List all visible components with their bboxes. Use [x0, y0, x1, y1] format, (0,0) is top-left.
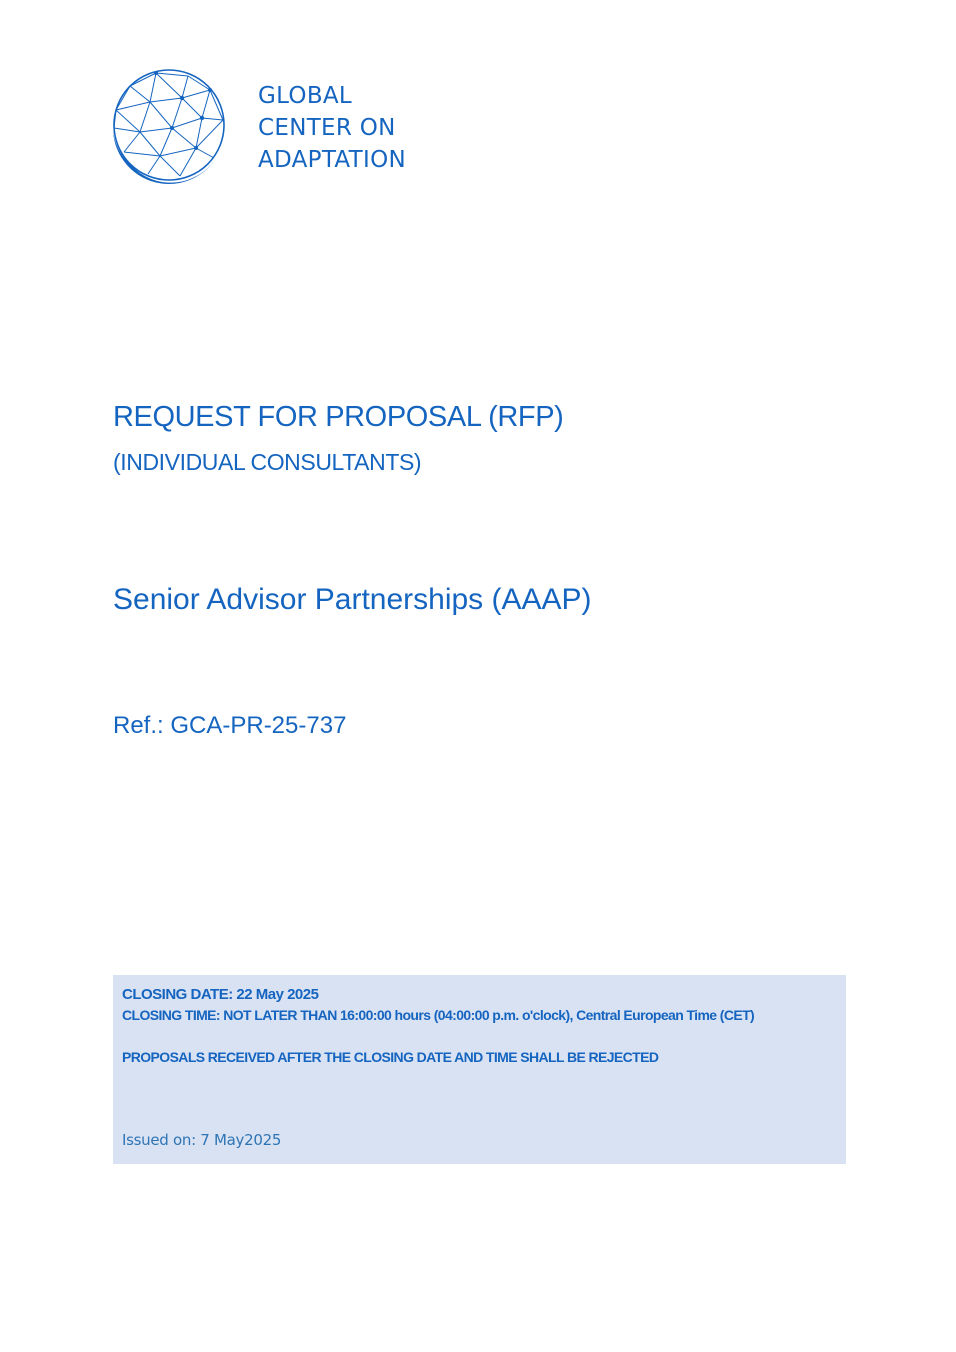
document-subtitle: (INDIVIDUAL CONSULTANTS) — [113, 449, 422, 475]
closing-date: CLOSING DATE: 22 May 2025 — [122, 986, 319, 1003]
position-title: Senior Advisor Partnerships (AAAP) — [113, 583, 592, 616]
reference-number: Ref.: GCA-PR-25-737 — [113, 712, 347, 739]
geodesic-globe-icon — [110, 68, 228, 186]
document-title: REQUEST FOR PROPOSAL (RFP) — [113, 401, 564, 433]
closing-info-box — [113, 975, 846, 1164]
logo-line-center-on: CENTER ON — [258, 115, 396, 141]
logo-line-adaptation: ADAPTATION — [258, 147, 406, 173]
closing-time: CLOSING TIME: NOT LATER THAN 16:00:00 hours (04:00:00 p.m. o'clock), Central European Time (CET) — [122, 1007, 755, 1023]
late-proposals-warning: PROPOSALS RECEIVED AFTER THE CLOSING DATE AND TIME SHALL BE REJECTED — [122, 1049, 659, 1065]
logo-wordmark — [258, 80, 406, 176]
organization-logo — [110, 68, 430, 186]
logo-line-global: GLOBAL — [258, 83, 353, 109]
issued-date: Issued on: 7 May2025 — [122, 1131, 282, 1149]
